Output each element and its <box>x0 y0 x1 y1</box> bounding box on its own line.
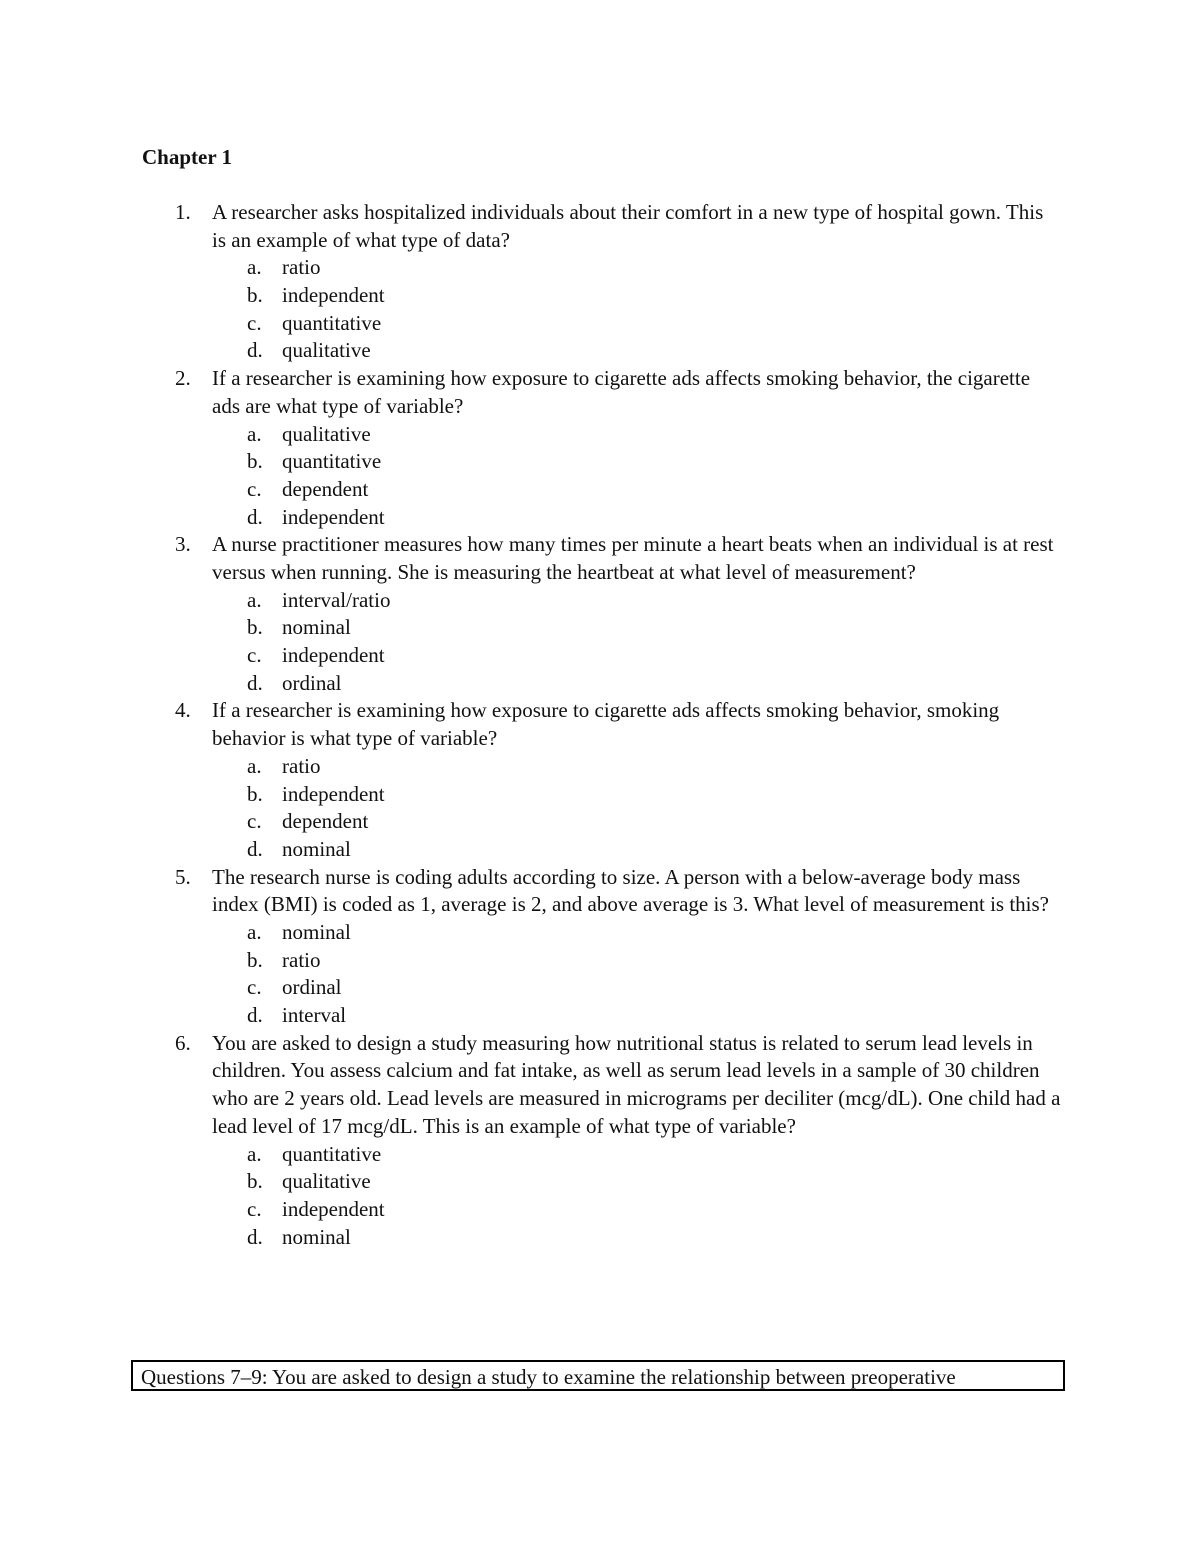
answer-option <box>0 448 1200 476</box>
question-text: If a researcher is examining how exposure to cigarette ads affects smoking behavior, the cigarette ads are what type of variable? <box>212 366 1031 418</box>
answer-option <box>0 310 1200 338</box>
question-list <box>0 199 1200 1251</box>
question-2 <box>0 365 1200 531</box>
answer-option <box>0 670 1200 698</box>
answer-option <box>0 282 1200 310</box>
answer-option <box>0 254 1200 282</box>
answer-option <box>0 947 1200 975</box>
answer-option <box>0 476 1200 504</box>
question-number: 1. <box>175 200 191 224</box>
answer-option <box>0 1224 1200 1252</box>
option-letter: c. <box>247 310 262 335</box>
answer-option <box>0 1002 1200 1030</box>
option-letter: c. <box>247 1196 262 1221</box>
option-letter: a. <box>247 587 262 612</box>
option-letter: b. <box>247 1169 263 1194</box>
question-text: A researcher asks hospitalized individuals about their comfort in a new type of hospital gown. This is an example of what type of data? <box>212 200 1044 252</box>
answer-option <box>0 836 1200 864</box>
option-letter: a. <box>247 1141 262 1166</box>
option-text: interval/ratio <box>282 587 391 612</box>
answer-option <box>0 753 1200 781</box>
option-text: interval <box>282 1003 347 1028</box>
option-letter: d. <box>247 836 263 861</box>
answer-option <box>0 421 1200 449</box>
option-text: nominal <box>282 1224 351 1249</box>
question-number: 2. <box>175 366 191 391</box>
option-letter: a. <box>247 920 262 945</box>
option-text: independent <box>282 283 385 308</box>
option-text: nominal <box>282 615 351 640</box>
answer-option <box>0 1168 1200 1196</box>
option-letter: b. <box>247 449 263 474</box>
option-text: ratio <box>282 947 321 972</box>
option-text: dependent <box>282 476 369 501</box>
option-letter: c. <box>247 476 262 501</box>
question-text: If a researcher is examining how exposure to cigarette ads affects smoking behavior, smoking behavior is what type of variable? <box>212 698 1000 751</box>
question-1 <box>0 199 1200 365</box>
question-number: 5. <box>175 864 191 889</box>
option-text: independent <box>282 504 385 529</box>
option-text: qualitative <box>282 1169 371 1194</box>
option-text: qualitative <box>282 421 371 446</box>
option-letter: c. <box>247 809 262 834</box>
option-letter: d. <box>247 670 263 695</box>
question-4 <box>0 697 1200 863</box>
option-text: quantitative <box>282 1141 382 1166</box>
option-letter: d. <box>247 504 263 529</box>
option-text: qualitative <box>282 338 371 363</box>
option-text: ratio <box>282 255 321 280</box>
option-letter: a. <box>247 255 262 280</box>
option-letter: c. <box>247 975 262 1000</box>
option-text: independent <box>282 643 385 668</box>
question-5 <box>0 864 1200 1030</box>
question-text: The research nurse is coding adults according to size. A person with a below-average body mass index (BMI) is coded as 1, average is 2, and above average is 3. What level of measurement is this? <box>212 864 1050 917</box>
answer-option <box>0 781 1200 809</box>
option-letter: b. <box>247 781 263 806</box>
question-3 <box>0 531 1200 697</box>
option-text: nominal <box>282 836 351 861</box>
option-letter: b. <box>247 615 263 640</box>
answer-option <box>0 1141 1200 1169</box>
option-text: independent <box>282 1196 385 1221</box>
option-letter: d. <box>247 1003 263 1028</box>
option-text: nominal <box>282 920 351 945</box>
question-text: You are asked to design a study measuring how nutritional status is related to serum lead levels in children. You assess calcium and fat intake, as well as serum lead levels in a sample of 30 children who are 2 years old. Lead levels are measured in micrograms per deciliter (mcg/dL). One child had a lead level of 17 mcg/dL. This is an example of what type of variable? <box>212 1030 1061 1138</box>
question-number: 3. <box>175 532 191 557</box>
option-letter: a. <box>247 421 262 446</box>
answer-option <box>0 614 1200 642</box>
chapter-title: Chapter 1 <box>142 145 233 169</box>
option-text: independent <box>282 781 385 806</box>
option-letter: a. <box>247 753 262 778</box>
answer-option <box>0 337 1200 365</box>
option-text: dependent <box>282 809 369 834</box>
answer-option <box>0 642 1200 670</box>
answer-option <box>0 587 1200 615</box>
answer-option <box>0 1196 1200 1224</box>
question-number: 6. <box>175 1030 191 1055</box>
option-text: ratio <box>282 753 321 778</box>
option-text: quantitative <box>282 310 382 335</box>
answer-option <box>0 974 1200 1002</box>
question-text: A nurse practitioner measures how many times per minute a heart beats when an individual is at rest versus when running. She is measuring the heartbeat at what level of measurement? <box>212 532 1054 585</box>
answer-option <box>0 919 1200 947</box>
option-letter: d. <box>247 338 263 363</box>
question-number: 4. <box>175 698 191 723</box>
option-letter: c. <box>247 643 262 668</box>
option-letter: b. <box>247 947 263 972</box>
answer-option <box>0 808 1200 836</box>
boxed-note: Questions 7–9: You are asked to design a study to examine the relationship between preoperative <box>131 1360 1065 1391</box>
option-text: ordinal <box>282 975 342 1000</box>
option-letter: b. <box>247 283 263 308</box>
option-text: ordinal <box>282 670 342 695</box>
question-6 <box>0 1030 1200 1252</box>
answer-option <box>0 504 1200 532</box>
option-letter: d. <box>247 1224 263 1249</box>
option-text: quantitative <box>282 449 382 474</box>
